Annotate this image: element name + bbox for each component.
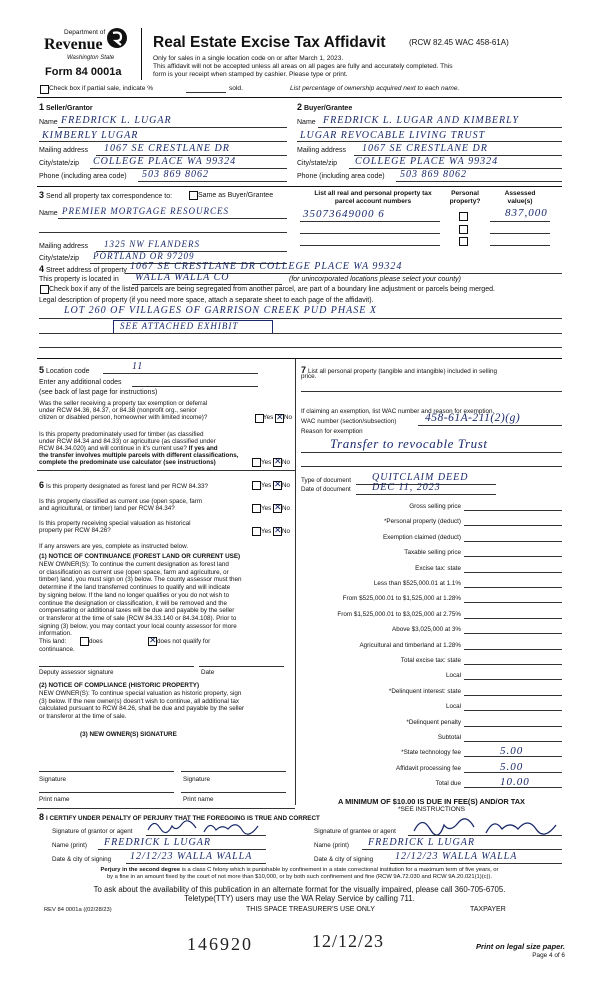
tax-row-line [464, 587, 562, 588]
tax-row-label: Above $3,025,000 at 3% [392, 626, 461, 634]
notice-text-line: NEW OWNER(S): To continue the current designation as forest land [39, 561, 229, 568]
check-mark-icon: ✕ [274, 525, 282, 535]
buyer-phone-label: Phone (including area code) [297, 173, 385, 180]
section-3-number: 3 [39, 190, 45, 200]
grantor-name-label: Name (print) [52, 842, 87, 849]
tax-row-label: Less than $525,000.01 at 1.1% [373, 580, 461, 587]
tax-row-line [464, 572, 562, 573]
tax-row-label: Subtotal [437, 734, 461, 741]
tax-row-line [464, 664, 562, 665]
land-does-not-label: does not qualify for [157, 638, 211, 645]
perjury-line-2: by a fine in an amount fixed by the court of not more than $10,000, or by both such confinement and fine (RCW 9A.72.030 and RCW 9A.20.021(1)(c)). [106, 874, 493, 880]
parcel-col-header-1: List all real and personal property tax [314, 190, 432, 197]
exemption-question-line-2: under RCW 84.36, 84.37, or 84.38 (nonprofit org., senior [39, 407, 197, 414]
accessibility-line-1: To ask about the availability of this publication in an alternate format for the visually impaired, please call 360-705-6705. [93, 885, 506, 894]
current-use-yes-checkbox[interactable] [252, 504, 261, 513]
tax-row-label: Local [445, 672, 461, 680]
location-code-label: Location code [45, 368, 90, 375]
timber-question-line-2: under RCW 84.34 and 84.33) or agriculture (as classified under [39, 438, 216, 445]
check-mark-icon: ✕ [274, 479, 282, 489]
tax-row-label: *State technology fee [401, 749, 461, 757]
same-as-buyer-label: Same as Buyer/Grantee [198, 192, 274, 199]
section-2-number: 2 [297, 102, 303, 112]
deputy-signature-label: Deputy assessor signature [39, 669, 114, 676]
check-mark-icon: ✕ [274, 502, 282, 512]
legal-description-2[interactable]: SEE ATTACHED EXHIBIT [120, 321, 239, 331]
street-address-label: Street address of property [45, 267, 127, 274]
buyer-name-2[interactable]: LUGAR REVOCABLE LIVING TRUST [300, 130, 486, 141]
check-mark-icon: ✕ [149, 635, 157, 645]
correspondence-city[interactable]: PORTLAND OR 97209 [93, 251, 195, 261]
tax-row-line [464, 525, 562, 526]
notice-text-line: timber) land, you must sign on (3) below. The county assessor must then [39, 576, 242, 584]
same-as-buyer-checkbox[interactable] [189, 191, 198, 200]
notice-text-line: compensating or additional taxes will be due and payable by the seller [39, 607, 235, 615]
rcw-ref: (RCW 82.45 WAC 458-61A) [409, 38, 509, 47]
timber-question-line-1: Is this property predominately used for timber (as classified [39, 431, 204, 438]
unincorporated-note: (for unincorporated locations please select your county) [289, 276, 461, 283]
tax-row-label: Taxable selling price [404, 549, 461, 557]
partial-sale-checkbox[interactable] [40, 85, 49, 94]
exemption-question-line-1: Was the seller receiving a property tax exemption or deferral [39, 400, 208, 407]
revenue-logo-text: Revenue [44, 36, 103, 53]
certify-title: I CERTIFY UNDER PENALTY OF PERJURY THAT THE FOREGOING IS TRUE AND CORRECT [45, 815, 320, 822]
notice-text-line: or transferor at the time of sale (RCW 84.33.140 or 84.34.108). Prior to [39, 614, 237, 622]
header-note-3: form is your receipt when stamped by cashier. Please type or print. [153, 71, 348, 78]
tax-row-value[interactable]: 5.00 [500, 745, 524, 758]
historic-question-2: property per RCW 84.26? [39, 527, 111, 534]
signature-scribble-icon [410, 815, 560, 837]
handwritten-number: 146920 [187, 934, 253, 954]
forest-question: Is this property designated as forest land per RCW 84.33? [45, 483, 209, 490]
tax-row-line [464, 541, 562, 542]
personal-property-text-2: price. [301, 373, 317, 380]
notice-compliance-title: (2) NOTICE OF COMPLIANCE (HISTORIC PROPERTY) [39, 682, 200, 689]
legal-description-1[interactable]: LOT 260 OF VILLAGES OF GARRISON CREEK PUD PHASE X [64, 305, 377, 316]
attached-exhibit-box [113, 320, 273, 334]
tax-row-line [464, 602, 562, 603]
buyer-heading: Buyer/Grantee [303, 105, 353, 112]
handwritten-date: 12/12/23 [312, 931, 385, 951]
additional-codes-label: Enter any additional codes [39, 379, 122, 386]
historic-no-checkbox[interactable] [273, 527, 282, 536]
timber-no-label: No [282, 459, 291, 466]
assessed-col-header-2: value(s) [507, 198, 533, 205]
seller-name-label: Name [39, 119, 58, 126]
owner-signature-label-2: Signature [183, 776, 210, 783]
exemption-no-checkbox[interactable] [275, 414, 284, 423]
grantee-signature-label: Signature of grantee or agent [314, 828, 396, 835]
revision-code: REV 84 0001a ((02/28/23) [44, 907, 112, 913]
personal-property-checkbox-3[interactable] [459, 237, 468, 246]
section-6-number: 6 [39, 480, 45, 490]
send-correspondence-label: Send all property tax correspondence to: [45, 193, 173, 200]
header-note-1: Only for sales in a single location code on or after March 1, 2023. [153, 55, 344, 62]
personal-col-header-2: property? [449, 198, 481, 205]
tax-row-label: Local [445, 703, 461, 711]
assessed-value[interactable]: 837,000 [505, 207, 548, 219]
grantee-name[interactable]: FREDRICK L LUGAR [368, 837, 475, 848]
header-note-2: This affidavit will not be accepted unless all areas on all pages are fully and accurately completed. This [153, 63, 453, 70]
minimum-due-note: A MINIMUM OF $10.00 IS DUE IN FEE(S) AND/OR TAX [338, 797, 525, 806]
wac-number[interactable]: 458-61A-211(2)(g) [425, 412, 521, 424]
property-street-address[interactable]: 1067 SE CRESTLANE DR COLLEGE PLACE WA 99324 [130, 261, 403, 272]
grantee-name-label: Name (print) [314, 842, 349, 849]
tax-row-line [464, 649, 562, 650]
if-yes-instruction: If any answers are yes, complete as instructed below. [39, 543, 189, 550]
current-use-question-1: Is this property classified as current use (open space, farm [39, 498, 203, 505]
timber-question-line-5: complete the predominate use calculator (see instructions) [39, 459, 216, 466]
notice-text-line: continue the designation or classification, it will be removed and the [39, 599, 227, 607]
taxpayer-label: TAXPAYER [470, 906, 506, 913]
historic-no-label: No [282, 528, 291, 535]
buyer-address[interactable]: 1067 SE CRESTLANE DR [362, 143, 488, 154]
tax-row-label: *Personal property (deduct) [383, 518, 461, 526]
header-divider [141, 28, 142, 80]
tax-row-line [464, 556, 562, 557]
current-use-no-checkbox[interactable] [273, 504, 282, 513]
grantor-date-label: Date & city of signing [52, 856, 112, 863]
form-number: Form 84 0001a [45, 66, 122, 78]
check-mark-icon: ✕ [274, 456, 282, 466]
tax-row-label: *Delinquent interest: state [388, 687, 461, 695]
exemption-instruction: If claiming an exemption, list WAC number and reason for exemption. [301, 408, 495, 415]
personal-property-text-1: List all personal property (tangible and intangible) included in selling [307, 368, 497, 375]
personal-property-checkbox-1[interactable] [459, 212, 468, 221]
location-code-value[interactable]: 11 [132, 361, 144, 372]
document-date-label: Date of document [301, 486, 351, 493]
check-mark-icon: ✕ [276, 412, 284, 422]
personal-col-header-1: Personal [451, 190, 479, 197]
tax-row-label: *Delinquent penalty [406, 718, 461, 726]
wac-number-label: WAC number (section/subsection) [301, 418, 397, 425]
notice-text-line: or classification as current use (open space, farm and agriculture, or [39, 568, 229, 576]
section-5-number: 5 [39, 365, 45, 375]
parcel-col-header-2: parcel account numbers [334, 198, 412, 205]
seller-city[interactable]: COLLEGE PLACE WA 99324 [93, 156, 237, 167]
tax-row-label: Total excise tax: state [400, 657, 461, 664]
timber-question-line-4: the transfer involves multiple parcels with different classifications, [39, 452, 239, 459]
land-does-not-checkbox[interactable] [148, 637, 157, 646]
personal-property-checkbox-2[interactable] [459, 225, 468, 234]
segregated-checkbox[interactable] [40, 285, 49, 294]
exemption-question-line-3: citizen or disabled person, homeowner with limited income)? [39, 414, 208, 421]
document-type-label: Type of document [301, 477, 352, 484]
continuance-label: continuance. [39, 646, 75, 653]
tax-row-label: Affidavit processing fee [396, 764, 461, 772]
tax-row-label: Exemption claimed (deduct) [382, 533, 461, 541]
signature-scribble-icon [146, 818, 266, 836]
owner-signature-label-1: Signature [39, 776, 66, 783]
page-number: Page 4 of 6 [532, 952, 565, 959]
this-land-label: This land: [39, 638, 67, 645]
exemption-reason[interactable]: Transfer to revocable Trust [330, 436, 488, 451]
forest-no-checkbox[interactable] [273, 481, 282, 490]
tax-row-label: Agricultural and timberland at 1.28% [359, 641, 461, 649]
accessibility-line-2: Teletype(TTY) users may use the WA Relay Service by calling 711. [184, 894, 415, 903]
tax-row-label: Total due [435, 780, 461, 788]
notice-text-line: NEW OWNER(S): To continue special valuation as historic property, sign [39, 690, 242, 697]
correspondence-address-label: Mailing address [39, 243, 89, 250]
notice-continuance-title: (1) NOTICE OF CONTINUANCE (FOREST LAND OR CURRENT USE) [39, 553, 241, 560]
see-back-note: (see back of last page for instructions) [39, 389, 158, 396]
partial-sale-label: Check box if partial sale, indicate % [49, 85, 154, 92]
seller-city-label: City/state/zip [39, 160, 80, 167]
notice-text-line: signing (3) below, you may contact your local county assessor for more [39, 622, 237, 630]
parcel-number[interactable]: 35073649000 6 [303, 208, 385, 220]
grantee-date-city[interactable]: 12/12/23 WALLA WALLA [395, 851, 518, 862]
section-8-number: 8 [39, 812, 45, 822]
sold-label: sold. [229, 85, 243, 92]
form-title: Real Estate Excise Tax Affidavit [153, 34, 386, 51]
notice-text-line: or transferor at the time of sale. [39, 713, 127, 721]
legal-description-label: Legal description of property (if you need more space, attach a separate sheet to each page of the affidavit). [39, 297, 374, 304]
section-1-number: 1 [39, 102, 45, 112]
legal-size-note: Print on legal size paper. [475, 942, 565, 951]
treasurer-use-label: THIS SPACE TREASURER'S USE ONLY [246, 906, 375, 913]
seller-name-1[interactable]: FREDRICK L. LUGAR [61, 115, 172, 126]
grantee-date-label: Date & city of signing [314, 856, 374, 863]
notice-text-line: by signing below. If the land no longer qualifies or you do not wish to [39, 591, 230, 599]
tax-row-line [464, 510, 562, 511]
current-use-yes-label: Yes [261, 505, 272, 512]
exemption-yes-label: Yes [263, 414, 274, 421]
buyer-city-label: City/state/zip [297, 160, 338, 167]
grantor-name[interactable]: FREDRICK L LUGAR [104, 837, 211, 848]
timber-yes-checkbox[interactable] [252, 458, 261, 467]
historic-yes-label: Yes [261, 528, 272, 535]
grantor-signature-label: Signature of grantor or agent [52, 828, 133, 835]
tax-row-line [464, 710, 562, 711]
section-7-number: 7 [301, 365, 307, 375]
grantor-date-city[interactable]: 12/12/23 WALLA WALLA [130, 851, 253, 862]
exemption-reason-label: Reason for exemption [301, 428, 363, 435]
land-does-label: does [89, 638, 103, 645]
notice-text-line: calculated pursuant to RCW 84.26, shall be due and payable by the seller [39, 705, 245, 713]
located-in-label: This property is located in [39, 276, 119, 283]
tax-row-value[interactable]: 5.00 [500, 760, 524, 773]
column-divider [295, 359, 296, 805]
assessed-col-header-1: Assessed [504, 190, 536, 197]
correspondence-name-label: Name [39, 210, 58, 217]
deputy-date-label: Date [201, 669, 215, 676]
tax-row-line [464, 695, 562, 696]
dept-of: Department of [64, 29, 106, 36]
section-4-number: 4 [39, 264, 45, 274]
located-in-value[interactable]: WALLA WALLA CO [135, 272, 230, 283]
buyer-name-label: Name [297, 119, 316, 126]
buyer-address-label: Mailing address [297, 147, 347, 154]
correspondence-name[interactable]: PREMIER MORTGAGE RESOURCES [62, 206, 229, 216]
document-type[interactable]: QUITCLAIM DEED [372, 472, 469, 483]
segregated-label: Check box if any of the listed parcels are being segregated from another parcel, are part of a boundary line adjustment or parcels being merged. [49, 286, 495, 293]
correspondence-city-label: City/state/zip [39, 255, 80, 262]
exemption-no-label: No [284, 414, 293, 421]
tax-row-line [464, 726, 562, 727]
tax-row-label: Gross selling price [409, 503, 461, 510]
revenue-logo-icon [107, 28, 127, 48]
land-does-checkbox[interactable] [80, 637, 89, 646]
tax-row-line [464, 679, 562, 680]
seller-phone[interactable]: 503 869 8062 [142, 169, 209, 180]
seller-phone-label: Phone (including area code) [39, 173, 127, 180]
timber-question-line-3: RCW 84.34.020) and will continue in it's current use? [39, 445, 187, 452]
seller-address-label: Mailing address [39, 147, 89, 154]
perjury-line-1: is a class C felony which is punishable by confinement in a state correctional institution for a maximum term of five years, or [180, 867, 499, 873]
historic-yes-checkbox[interactable] [252, 527, 261, 536]
document-date[interactable]: DEC 11, 2023 [372, 482, 441, 493]
notice-text-line: determine if the land transferred continues to qualify and will indicate [39, 584, 231, 592]
tax-row-label: From $525,000.01 to $1,525,000 at 1.28% [342, 595, 461, 603]
seller-address[interactable]: 1067 SE CRESTLANE DR [104, 143, 230, 154]
notice-text-line: information. [39, 630, 72, 638]
owner-print-name-label-2: Print name [183, 796, 214, 803]
buyer-city[interactable]: COLLEGE PLACE WA 99324 [355, 156, 499, 167]
buyer-name-1[interactable]: FREDRICK L. LUGAR AND KIMBERLY [323, 115, 520, 126]
tax-row-line [464, 633, 562, 634]
correspondence-address[interactable]: 1325 NW FLANDERS [104, 239, 200, 249]
current-use-no-label: No [282, 505, 291, 512]
historic-question-1: Is this property receiving special valuation as historical [39, 520, 191, 527]
forest-yes-checkbox[interactable] [252, 481, 261, 490]
owner-print-name-label-1: Print name [39, 796, 70, 803]
tax-row-line [464, 741, 562, 742]
perjury-bold: Perjury in the second degree [100, 867, 181, 873]
timber-yes-label: Yes [261, 459, 272, 466]
current-use-question-2: and agricultural, or timber) land per RCW 84.34? [39, 505, 175, 512]
seller-heading: Seller/Grantor [45, 105, 93, 112]
tax-row-value[interactable]: 10.00 [500, 776, 530, 789]
new-owner-signature-title: (3) NEW OWNER(S) SIGNATURE [80, 731, 177, 738]
ownership-note: List percentage of ownership acquired next to each name. [290, 85, 460, 92]
state-text: Washington State [67, 55, 115, 61]
notice-text-line: (3) below. If the new owner(s) doesn't wish to continue, all additional tax [39, 697, 240, 705]
tax-row-label: Excise tax: state [415, 564, 461, 572]
forest-yes-label: Yes [261, 482, 272, 489]
timber-no-checkbox[interactable] [273, 458, 282, 467]
buyer-phone[interactable]: 503 869 8062 [400, 169, 467, 180]
forest-no-label: No [282, 482, 291, 489]
seller-name-2[interactable]: KIMBERLY LUGAR [42, 130, 139, 141]
tax-row-label: From $1,525,000.01 to $3,025,000 at 2.75% [337, 610, 461, 618]
see-instructions-note: *SEE INSTRUCTIONS [397, 806, 466, 813]
timber-if-yes: If yes and [188, 445, 218, 452]
tax-row-line [464, 618, 562, 619]
